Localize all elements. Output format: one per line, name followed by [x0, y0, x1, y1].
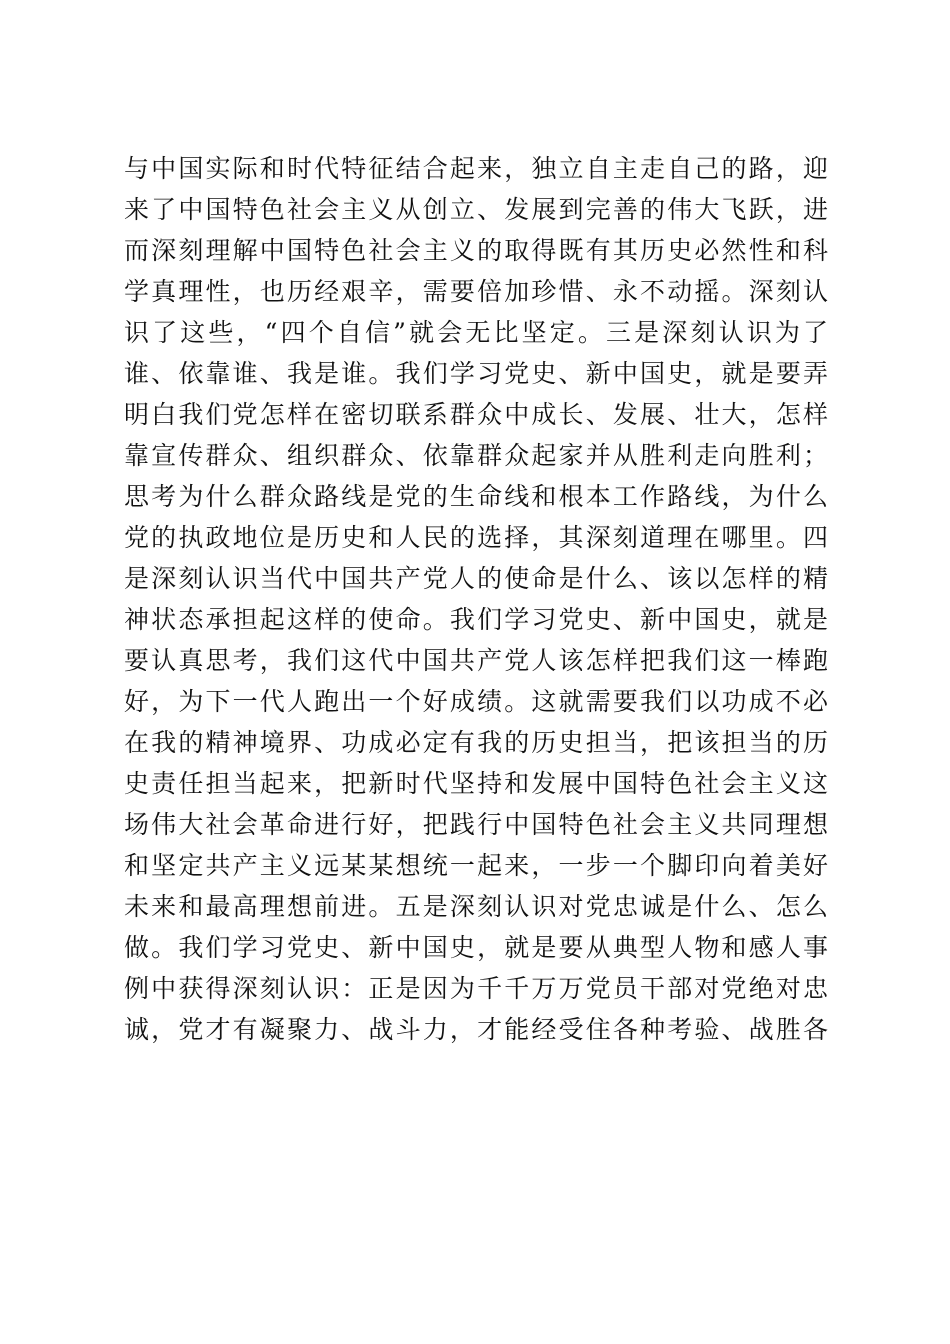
text-line-21: 例中获得深刻认识：正是因为千千万万党员干部对党绝对忠 — [124, 974, 828, 1003]
text-line-8: 靠宣传群众、组织群众、依靠群众起家并从胜利走向胜利； — [124, 441, 828, 470]
text-line-12: 神状态承担起这样的使命。我们学习党史、新中国史，就是 — [124, 605, 828, 634]
text-line-19: 未来和最高理想前进。五是深刻认识对党忠诚是什么、怎么 — [124, 892, 828, 921]
text-line-11: 是深刻认识当代中国共产党人的使命是什么、该以怎样的精 — [124, 564, 828, 593]
text-line-9: 思考为什么群众路线是党的生命线和根本工作路线，为什么 — [124, 482, 828, 511]
text-line-22: 诚，党才有凝聚力、战斗力，才能经受住各种考验、战胜各 — [124, 1015, 828, 1044]
text-line-2: 来了中国特色社会主义从创立、发展到完善的伟大飞跃，进 — [124, 195, 828, 224]
text-line-15: 在我的精神境界、功成必定有我的历史担当，把该担当的历 — [124, 728, 828, 757]
text-line-1: 与中国实际和时代特征结合起来，独立自主走自己的路，迎 — [124, 154, 828, 183]
text-line-3: 而深刻理解中国特色社会主义的取得既有其历史必然性和科 — [124, 236, 828, 265]
text-line-18: 和坚定共产主义远某某想统一起来，一步一个脚印向着美好 — [124, 851, 828, 880]
text-line-4: 学真理性，也历经艰辛，需要倍加珍惜、永不动摇。深刻认 — [124, 277, 828, 306]
text-line-10: 党的执政地位是历史和人民的选择，其深刻道理在哪里。四 — [124, 523, 828, 552]
text-line-5: 识了这些，“四个自信”就会无比坚定。三是深刻认识为了 — [124, 318, 828, 347]
text-line-6: 谁、依靠谁、我是谁。我们学习党史、新中国史，就是要弄 — [124, 359, 828, 388]
text-line-7: 明白我们党怎样在密切联系群众中成长、发展、壮大，怎样 — [124, 400, 828, 429]
body-text — [124, 148, 844, 1050]
text-line-14: 好，为下一代人跑出一个好成绩。这就需要我们以功成不必 — [124, 687, 828, 716]
text-line-13: 要认真思考，我们这代中国共产党人该怎样把我们这一棒跑 — [124, 646, 828, 675]
text-line-20: 做。我们学习党史、新中国史，就是要从典型人物和感人事 — [124, 933, 828, 962]
text-line-16: 史责任担当起来，把新时代坚持和发展中国特色社会主义这 — [124, 769, 828, 798]
text-line-17: 场伟大社会革命进行好，把践行中国特色社会主义共同理想 — [124, 810, 828, 839]
